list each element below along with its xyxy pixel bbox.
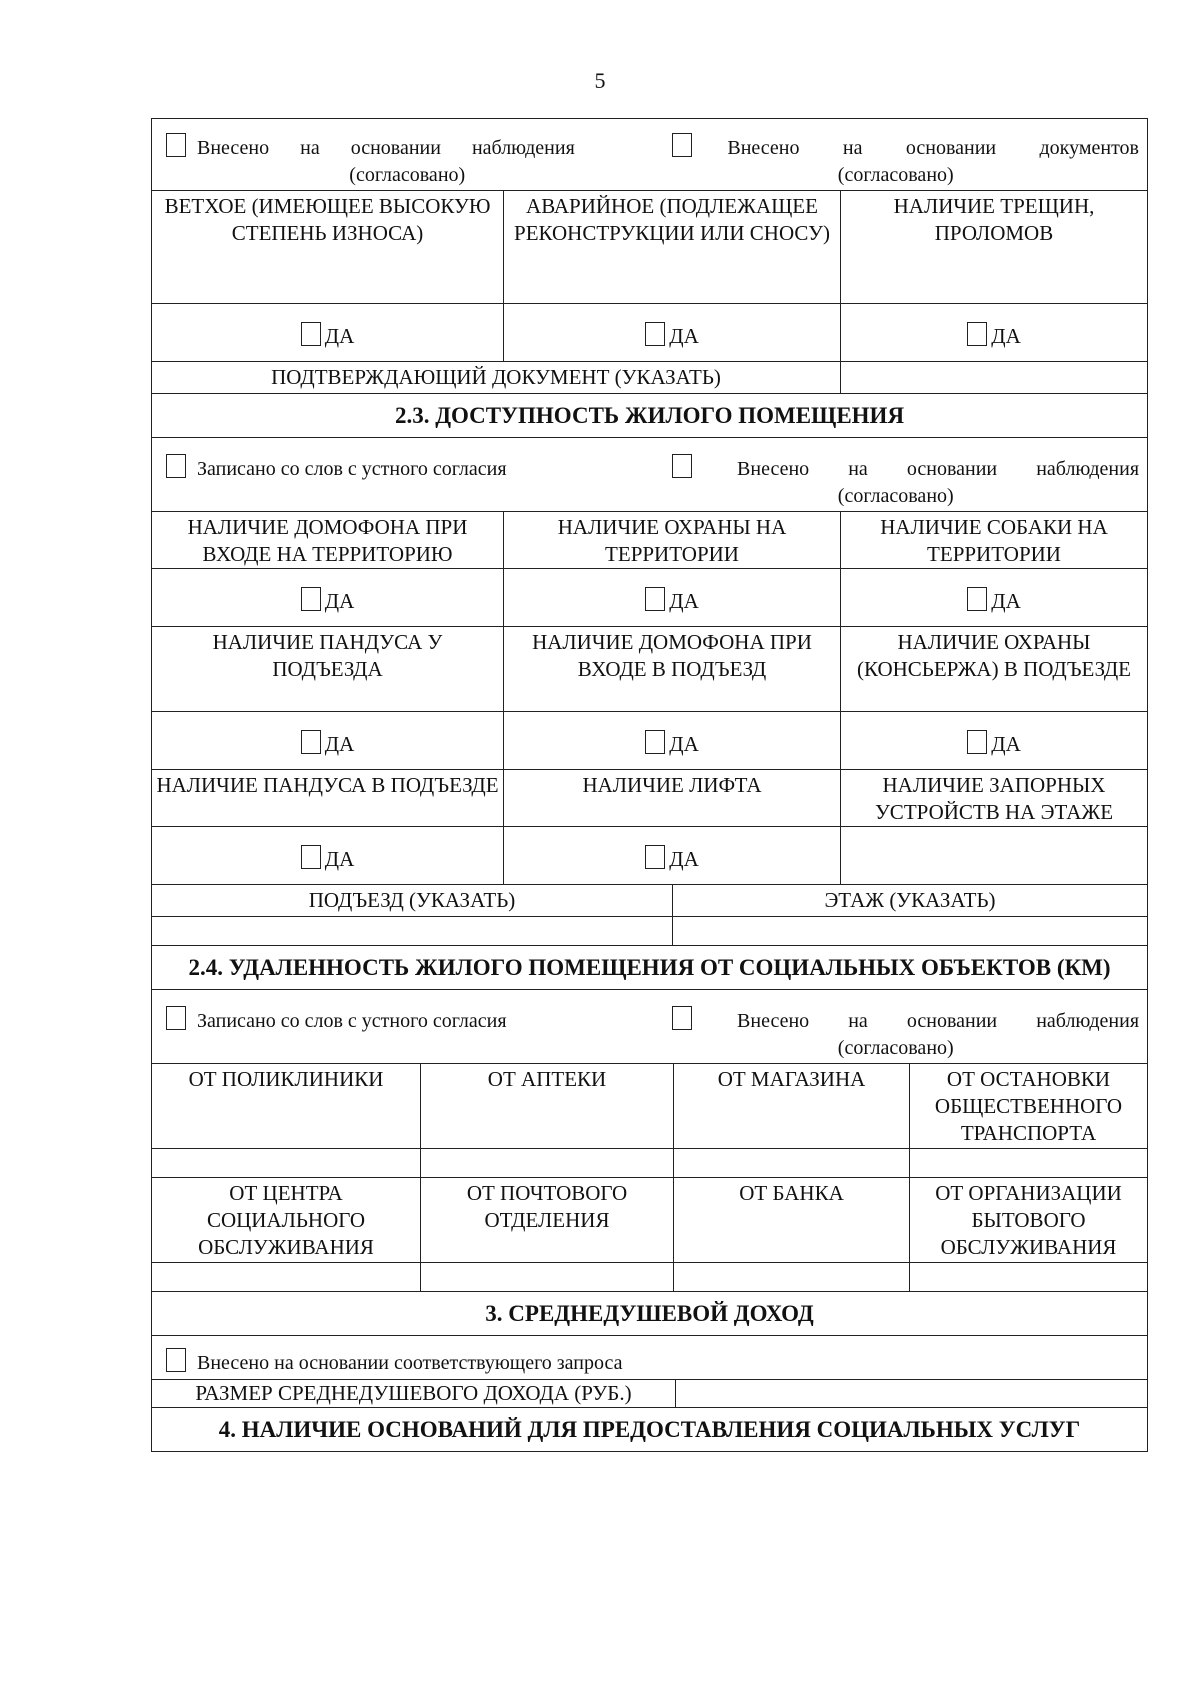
s23-entrance-floor-values — [152, 916, 1147, 945]
s22-header-row — [152, 190, 1147, 303]
s24-pharmacy-header: ОТ АПТЕКИ — [420, 1064, 673, 1148]
s3-note-row — [152, 1335, 1147, 1379]
s24-note-row — [152, 989, 1147, 1063]
yes-label: ДА — [991, 732, 1021, 756]
s22-observation-checkbox[interactable] — [166, 133, 186, 157]
s22-emergency-header: АВАРИЙНОЕ (ПОДЛЕЖАЩЕЕ РЕКОНСТРУКЦИИ ИЛИ СНОСУ) — [503, 191, 840, 303]
s24-row1-values — [152, 1148, 1147, 1177]
s22-observation-sub: (согласовано) — [349, 164, 466, 186]
s22-emergency-yes-checkbox[interactable] — [645, 322, 665, 346]
s22-documents-sub: (согласовано) — [837, 164, 954, 186]
s23-observation-sub: (согласовано) — [837, 485, 954, 507]
form-table — [151, 118, 1148, 1452]
s3-income-label: РАЗМЕР СРЕДНЕДУШЕВОГО ДОХОДА (РУБ.) — [195, 1381, 632, 1405]
s3-title: 3. СРЕДНЕДУШЕВОЙ ДОХОД — [485, 1301, 814, 1326]
s3-request-label: Внесено на основании соответствующего запроса — [197, 1352, 623, 1374]
s23-elevator-header: НАЛИЧИЕ ЛИФТА — [503, 770, 840, 826]
s23-dog-territory-checkbox[interactable] — [967, 587, 987, 611]
s22-yes-row — [152, 303, 1147, 361]
s22-document-label: ПОДТВЕРЖДАЮЩИЙ ДОКУМЕНТ (УКАЗАТЬ) — [271, 365, 721, 389]
yes-label: ДА — [669, 847, 699, 871]
s23-row1-headers — [152, 511, 1147, 568]
yes-label: ДА — [324, 589, 355, 613]
s23-concierge-header: НАЛИЧИЕ ОХРАНЫ (КОНСЬЕРЖА) В ПОДЪЕЗДЕ — [840, 627, 1147, 711]
s24-observation-label: Внесено на основании наблюдения — [737, 1010, 1140, 1032]
s24-pharmacy-field[interactable] — [420, 1149, 673, 1177]
s4-title-row — [152, 1407, 1147, 1451]
s23-intercom-territory-checkbox[interactable] — [301, 587, 321, 611]
s22-cracks-yes-checkbox[interactable] — [967, 322, 987, 346]
s24-social-center-header: ОТ ЦЕНТРА СОЦИАЛЬНОГО ОБСЛУЖИВАНИЯ — [198, 1181, 374, 1259]
s23-intercom-entrance-checkbox[interactable] — [645, 730, 665, 754]
s3-title-row — [152, 1291, 1147, 1335]
s23-entrance-field[interactable] — [152, 917, 672, 945]
s24-verbal-checkbox[interactable] — [166, 1006, 186, 1030]
s23-guard-territory-checkbox[interactable] — [645, 587, 665, 611]
s24-row2-headers — [152, 1177, 1147, 1262]
yes-label: ДА — [324, 732, 355, 756]
s24-bank-header: ОТ БАНКА — [673, 1178, 909, 1262]
s24-social-center-field[interactable] — [152, 1263, 420, 1291]
s24-clinic-header: ОТ ПОЛИКЛИНИКИ — [188, 1067, 384, 1091]
s22-documents-label: Внесено на основании документов — [727, 137, 1140, 159]
s4-title: 4. НАЛИЧИЕ ОСНОВАНИЙ ДЛЯ ПРЕДОСТАВЛЕНИЯ СОЦИАЛЬНЫХ УСЛУГ — [218, 1417, 1081, 1442]
s24-verbal-label: Записано со слов с устного согласия — [197, 1010, 507, 1032]
yes-label: ДА — [669, 324, 699, 348]
s23-observation-label: Внесено на основании наблюдения — [737, 458, 1140, 480]
s23-entrance-floor-labels — [152, 884, 1147, 916]
s23-concierge-checkbox[interactable] — [967, 730, 987, 754]
s22-document-row — [152, 361, 1147, 393]
s22-observation-label: Внесено на основании наблюдения — [197, 137, 575, 159]
s24-observation-checkbox[interactable] — [672, 1006, 692, 1030]
s23-floor-locks-header: НАЛИЧИЕ ЗАПОРНЫХ УСТРОЙСТВ НА ЭТАЖЕ — [840, 770, 1147, 826]
s23-intercom-territory-header: НАЛИЧИЕ ДОМОФОНА ПРИ ВХОДЕ НА ТЕРРИТОРИЮ — [187, 515, 468, 566]
s23-title: 2.3. ДОСТУПНОСТЬ ЖИЛОГО ПОМЕЩЕНИЯ — [394, 403, 905, 428]
s22-document-field[interactable] — [840, 362, 1147, 393]
yes-label: ДА — [669, 732, 699, 756]
yes-label: ДА — [991, 589, 1021, 613]
s23-row1-yes — [152, 568, 1147, 626]
s3-income-field[interactable] — [675, 1380, 1147, 1407]
s23-floor-locks-empty[interactable] — [840, 827, 1147, 884]
s23-row2-headers — [152, 626, 1147, 711]
s24-consumer-services-header: ОТ ОРГАНИЗАЦИИ БЫТОВОГО ОБСЛУЖИВАНИЯ — [909, 1178, 1147, 1262]
s23-observation-checkbox[interactable] — [672, 454, 692, 478]
s22-cracks-header: НАЛИЧИЕ ТРЕЩИН, ПРОЛОМОВ — [840, 191, 1147, 303]
s23-ramp-at-entrance-checkbox[interactable] — [301, 730, 321, 754]
s24-store-header: ОТ МАГАЗИНА — [673, 1064, 909, 1148]
s24-consumer-services-field[interactable] — [909, 1263, 1147, 1291]
s24-post-office-field[interactable] — [420, 1263, 673, 1291]
s3-request-checkbox[interactable] — [166, 1348, 186, 1372]
s24-title-row — [152, 945, 1147, 989]
s23-floor-field[interactable] — [672, 917, 1147, 945]
s22-documents-checkbox[interactable] — [672, 133, 692, 157]
s24-clinic-field[interactable] — [152, 1149, 420, 1177]
s3-income-row — [152, 1379, 1147, 1407]
s23-intercom-entrance-header: НАЛИЧИЕ ДОМОФОНА ПРИ ВХОДЕ В ПОДЪЕЗД — [503, 627, 840, 711]
s23-elevator-checkbox[interactable] — [645, 845, 665, 869]
s22-note-row — [152, 119, 1147, 190]
s23-dog-territory-header: НАЛИЧИЕ СОБАКИ НА ТЕРРИТОРИИ — [840, 512, 1147, 568]
yes-label: ДА — [991, 324, 1021, 348]
s22-dilapidated-header: ВЕТХОЕ (ИМЕЮЩЕЕ ВЫСОКУЮ СТЕПЕНЬ ИЗНОСА) — [164, 194, 491, 245]
s22-dilapidated-yes-checkbox[interactable] — [301, 322, 321, 346]
s24-bank-field[interactable] — [673, 1263, 909, 1291]
s24-row1-headers — [152, 1063, 1147, 1148]
s23-floor-label: ЭТАЖ (УКАЗАТЬ) — [672, 885, 1147, 916]
s24-transport-header: ОТ ОСТАНОВКИ ОБЩЕСТВЕННОГО ТРАНСПОРТА — [909, 1064, 1147, 1148]
s23-row3-headers — [152, 769, 1147, 826]
s23-ramp-at-entrance-header: НАЛИЧИЕ ПАНДУСА У ПОДЪЕЗДА — [212, 630, 443, 681]
s23-row2-yes — [152, 711, 1147, 769]
s23-guard-territory-header: НАЛИЧИЕ ОХРАНЫ НА ТЕРРИТОРИИ — [503, 512, 840, 568]
yes-label: ДА — [324, 847, 355, 871]
s23-verbal-checkbox[interactable] — [166, 454, 186, 478]
yes-label: ДА — [324, 324, 355, 348]
yes-label: ДА — [669, 589, 699, 613]
s24-observation-sub: (согласовано) — [837, 1037, 954, 1059]
s23-entrance-label: ПОДЪЕЗД (УКАЗАТЬ) — [308, 888, 516, 912]
s23-note-row — [152, 437, 1147, 511]
s24-row2-values — [152, 1262, 1147, 1291]
s24-title: 2.4. УДАЛЕННОСТЬ ЖИЛОГО ПОМЕЩЕНИЯ ОТ СОЦИАЛЬНЫХ ОБЪЕКТОВ (КМ) — [188, 955, 1111, 980]
s23-ramp-inside-header: НАЛИЧИЕ ПАНДУСА В ПОДЪЕЗДЕ — [156, 773, 499, 797]
s24-store-field[interactable] — [673, 1149, 909, 1177]
s23-ramp-inside-checkbox[interactable] — [301, 845, 321, 869]
s23-row3-yes — [152, 826, 1147, 884]
s24-post-office-header: ОТ ПОЧТОВОГО ОТДЕЛЕНИЯ — [420, 1178, 673, 1262]
s23-verbal-label: Записано со слов с устного согласия — [197, 458, 507, 480]
s24-transport-field[interactable] — [909, 1149, 1147, 1177]
s23-title-row — [152, 393, 1147, 437]
page-number: 5 — [594, 68, 606, 93]
